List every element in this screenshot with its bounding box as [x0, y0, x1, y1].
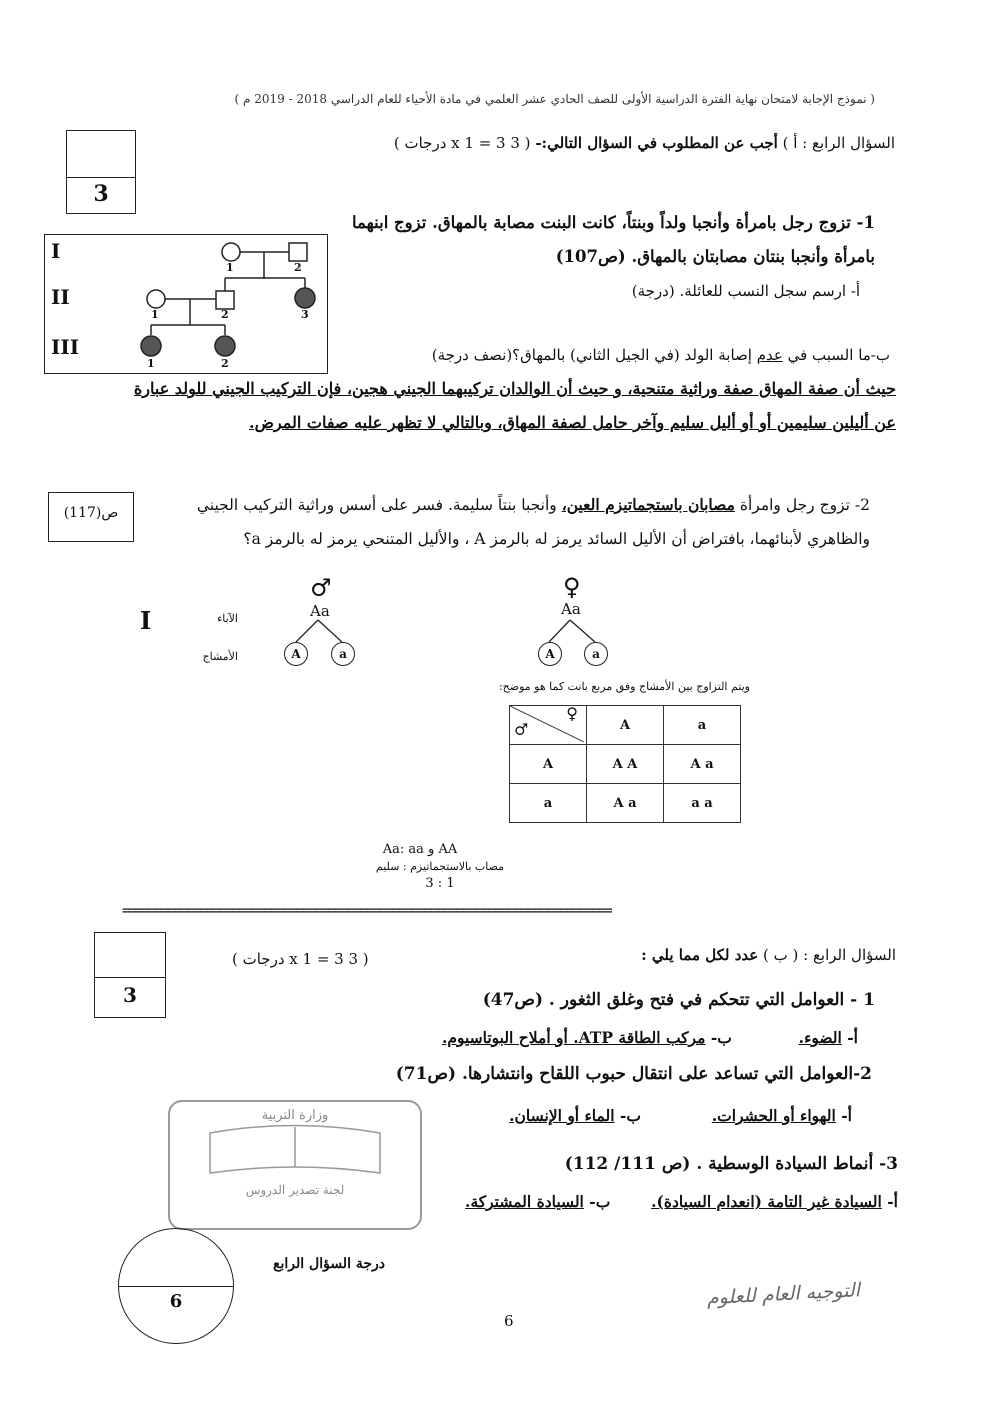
q1-sub-a: أ- ارسم سجل النسب للعائلة. (درجة)	[631, 282, 860, 300]
punnett-corner	[510, 706, 587, 745]
b-q3-title: 3- أنماط السيادة الوسطية . (ص 111/ 112)	[564, 1154, 898, 1174]
signature: التوجيه العام للعلوم	[706, 1279, 861, 1310]
generation-label-2: II	[51, 285, 70, 309]
result-phenotypes: مصاب بالاستجماتيزم : سليم	[375, 860, 505, 873]
punnett-cell: A a	[587, 784, 664, 823]
punnett-header-A: A	[587, 706, 664, 745]
label-g2-son: 2	[221, 308, 229, 321]
label-g1-female: 1	[226, 261, 234, 274]
part-b-heading: السؤال الرابع : ( ب ) عدد لكل مما يلي :	[641, 946, 896, 964]
page-header: ( نموذج الإجابة لامتحان نهاية الفترة الدراسية الأولى للصف الحادي عشر العلمي في مادة الأحياء للعام الدراسي 2018 - 2019 م )	[234, 92, 875, 106]
score-value-b: 3	[123, 983, 137, 1007]
corner-male-symbol: ♂	[514, 720, 529, 739]
label-g1-male: 2	[294, 261, 302, 274]
female-genotype: Aa	[561, 600, 581, 618]
q1-sub-b: ب-ما السبب في عدم إصابة الولد (في الجيل الثاني) بالمهاق؟(نصف درجة)	[431, 346, 890, 364]
total-score-label: درجة السؤال الرابع	[273, 1256, 385, 1272]
male-gamete-a: a	[331, 642, 355, 666]
cross-generation-label: I	[140, 606, 152, 635]
score-value-a: 3	[93, 181, 109, 207]
ministry-stamp	[168, 1100, 422, 1230]
stamp-book-icon	[170, 1123, 420, 1183]
punnett-row-a: a	[510, 784, 587, 823]
male-genotype: Aa	[310, 602, 330, 620]
parents-label: الآباء	[217, 612, 238, 625]
b-q3-answers: أ- السيادة غير التامة (انعدام السيادة). ب- السيادة المشتركة.	[465, 1192, 898, 1211]
b-q1-title: 1 - العوامل التي تتحكم في فتح وغلق الثغور . (ص47)	[482, 990, 875, 1010]
label-g3-d2: 2	[221, 357, 229, 370]
punnett-cell: A A	[587, 745, 664, 784]
generation-label-3: III	[51, 335, 80, 359]
score-box-b	[94, 932, 166, 1018]
corner-female-symbol: ♀	[566, 704, 578, 723]
male-gamete-A: A	[284, 642, 308, 666]
total-score-value: 6	[169, 1291, 183, 1312]
part-a-marks: ( 3 x 1 = 3 درجات )	[393, 134, 531, 152]
section-separator: ============================================================================	[122, 903, 611, 919]
part-a-instruction: أجب عن المطلوب في السؤال التالي:-	[535, 134, 778, 152]
gamete-branches	[0, 0, 992, 700]
result-ratio: 3 : 1	[425, 876, 455, 891]
q1-answer: حيث أن صفة المهاق صفة وراثية متنحية، و حيث أن الوالدان تركيبهما الجيني هجين، فإن التركيب الجيني للولد عبارة عن أليلين سليمين أو أو أليل سليم وآخر حامل لصفة المهاق، وبالتالي لا تظهر عليه صفات المرض.	[133, 379, 896, 432]
punnett-square	[509, 705, 741, 823]
page-number: 6	[504, 1312, 514, 1330]
label-g2-daughter: 3	[301, 308, 309, 321]
label-g2-spouse: 1	[151, 308, 159, 321]
q2-text: 2- تزوج رجل وامرأة مصابان باستجماتيزم العين، وأنجبا بنتاً سليمة. فسر على أسس وراثية التركيب الجيني والظاهري لأبنائهما، بافتراض أن الأليل السائد يرمز له بالرمز A ، والأليل المتنحي يرمز له بالرمز a؟	[196, 495, 870, 548]
generation-label-1: I	[51, 239, 61, 263]
punnett-header-a: a	[664, 706, 741, 745]
female-symbol: ♀	[563, 573, 581, 601]
female-gamete-a: a	[584, 642, 608, 666]
b-q2-answers: أ- الهواء أو الحشرات. ب- الماء أو الإنسان.	[509, 1106, 852, 1125]
gametes-label: الأمشاج	[202, 650, 238, 663]
punnett-row-A: A	[510, 745, 587, 784]
stamp-bottom-text: لجنة تصدير الدروس	[245, 1183, 345, 1197]
total-score-circle	[118, 1228, 234, 1344]
q1-text: 1- تزوج رجل بامرأة وأنجبا ولداً وبنتاً، كانت البنت مصابة بالمهاق. تزوج ابنهما بامرأة وأنجبا بنتان مصابتان بالمهاق. (ص107)	[351, 213, 875, 266]
stamp-top-text: وزارة التربية	[261, 1108, 329, 1123]
b-q2-title: 2-العوامل التي تساعد على انتقال حبوب اللقاح وانتشارها. (ص71)	[395, 1064, 872, 1084]
female-gamete-A: A	[538, 642, 562, 666]
result-genotypes: AA و Aa: aa	[382, 842, 458, 857]
male-symbol: ♂	[310, 574, 332, 602]
part-b-marks: ( 3 x 1 = 3 درجات )	[232, 950, 369, 968]
punnett-caption: ويتم التزاوج بين الأمشاج وفق مربع بانت كما هو موضح:	[498, 680, 750, 693]
part-a-label: السؤال الرابع : أ )	[782, 134, 895, 152]
punnett-cell: a a	[664, 784, 741, 823]
label-g3-d1: 1	[147, 357, 155, 370]
punnett-cell: A a	[664, 745, 741, 784]
q2-ref: ص(117)	[63, 505, 119, 521]
b-q1-answers: أ- الضوء. ب- مركب الطاقة ATP. أو أملاح البوتاسيوم.	[441, 1028, 858, 1047]
